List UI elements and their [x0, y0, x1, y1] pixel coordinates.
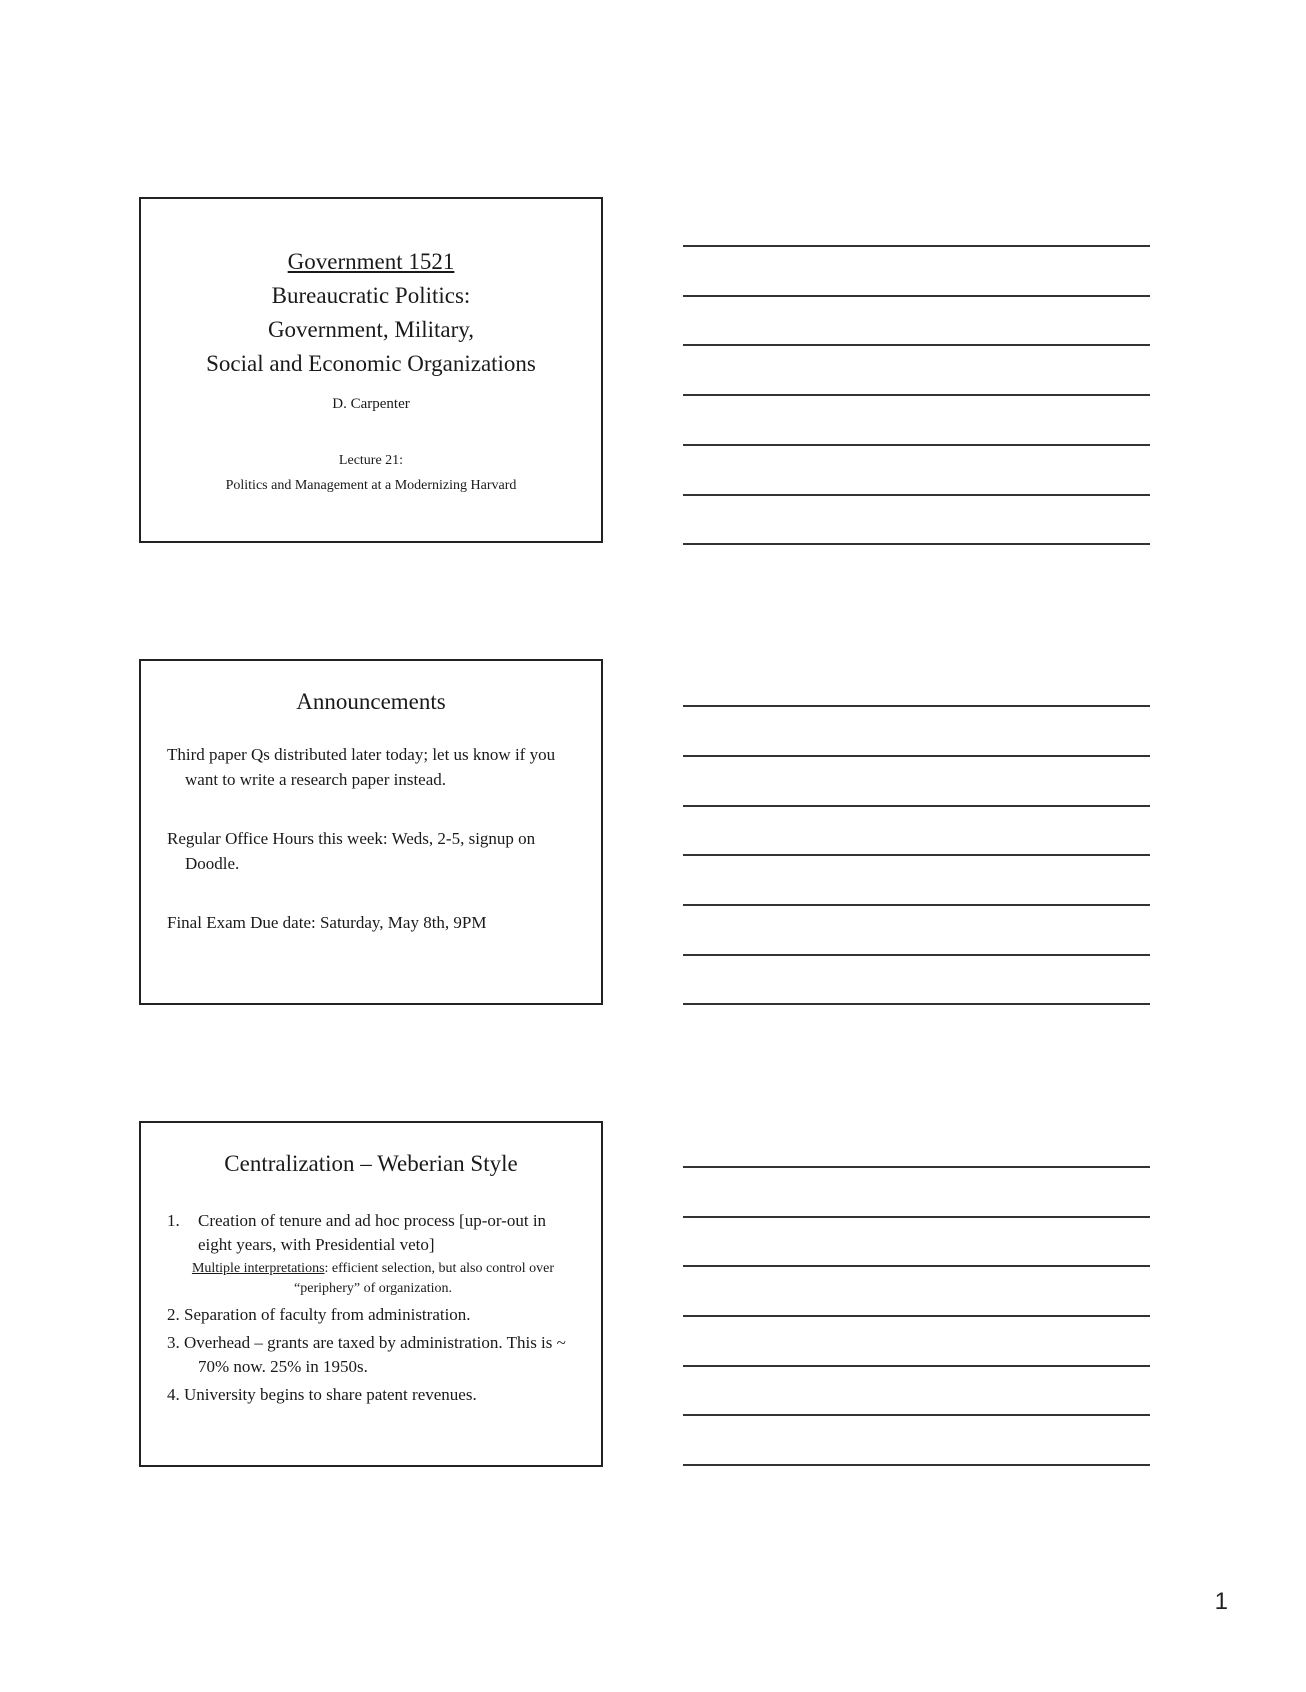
slide-2-heading: Announcements — [296, 689, 446, 714]
note-line — [683, 494, 1150, 496]
announcement-item-3: Final Exam Due date: Saturday, May 8th, 9PM — [167, 913, 487, 932]
title-line-2: Government, Military, — [267, 317, 475, 342]
note-line — [683, 755, 1150, 757]
slide-thumbnail-3 — [139, 1121, 603, 1467]
sub-note-label: Multiple interpretations — [191, 1261, 325, 1276]
list-text: Creation of tenure and ad hoc process [up-or-out in eight years, with Presidential veto] — [198, 1211, 547, 1254]
note-line — [683, 1166, 1150, 1168]
list-item: 2. Separation of faculty from administration. — [167, 1305, 471, 1324]
note-line — [683, 904, 1150, 906]
note-line — [683, 1365, 1150, 1367]
slide-3-body — [167, 1209, 579, 1407]
list-number: 1. — [167, 1211, 180, 1230]
slide-3-heading: Centralization – Weberian Style — [224, 1151, 518, 1176]
note-line — [683, 1315, 1150, 1317]
note-line — [683, 295, 1150, 297]
slide-1-title — [141, 245, 601, 381]
note-line — [683, 805, 1150, 807]
note-line — [683, 344, 1150, 346]
note-line — [683, 1464, 1150, 1466]
author: D. Carpenter — [332, 396, 410, 412]
note-line — [683, 394, 1150, 396]
note-line — [683, 705, 1150, 707]
course-name: Government 1521 — [287, 249, 455, 274]
announcement-item-2: Regular Office Hours this week: Weds, 2-5, signup on Doodle. — [167, 829, 536, 873]
note-line — [683, 1414, 1150, 1416]
list-item — [167, 1209, 579, 1257]
note-line — [683, 1265, 1150, 1267]
note-line — [683, 245, 1150, 247]
list-item: 4. University begins to share patent revenues. — [167, 1385, 477, 1404]
page-number: 1 — [1214, 1588, 1228, 1615]
title-line-3: Social and Economic Organizations — [206, 351, 536, 376]
lecture-number: Lecture 21: — [338, 453, 404, 468]
announcement-item-1: Third paper Qs distributed later today; let us know if you want to write a research paper instead. — [167, 745, 556, 789]
note-line — [683, 1003, 1150, 1005]
note-line — [683, 444, 1150, 446]
note-line — [683, 854, 1150, 856]
list-item: 3. Overhead – grants are taxed by administration. This is ~ 70% now. 25% in 1950s. — [167, 1333, 566, 1376]
note-line — [683, 954, 1150, 956]
title-line-1: Bureaucratic Politics: — [271, 283, 471, 308]
lecture-title: Politics and Management at a Modernizing Harvard — [225, 478, 517, 493]
slide-thumbnail-2 — [139, 659, 603, 1005]
note-line — [683, 543, 1150, 545]
note-line — [683, 1216, 1150, 1218]
slide-thumbnail-1 — [139, 197, 603, 543]
sub-note — [167, 1259, 579, 1299]
sub-note-text: : efficient selection, but also control over “periphery” of organization. — [294, 1261, 555, 1296]
lecture-info — [141, 448, 601, 498]
